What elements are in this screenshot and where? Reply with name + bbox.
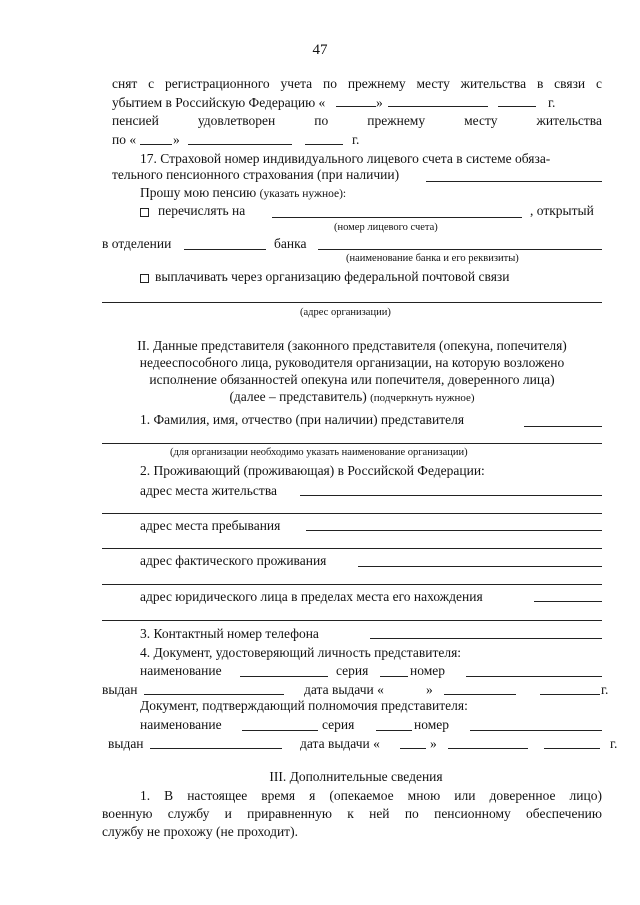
year-suffix: г. bbox=[548, 95, 556, 110]
removal-line-1: снят с регистрационного учета по прежнему месту жительства в связи с bbox=[112, 76, 602, 91]
bank-caption: (наименование банка и его реквизиты) bbox=[346, 253, 519, 264]
section-2-title-line-2: недееспособного лица, руководителя организации, на которую возложено bbox=[139, 355, 565, 370]
phone-field[interactable] bbox=[370, 638, 602, 639]
representative-name-field-a[interactable] bbox=[524, 426, 602, 427]
period-month-field[interactable] bbox=[188, 144, 292, 145]
id-issue-year-field[interactable] bbox=[540, 694, 600, 695]
departure-day-field[interactable] bbox=[336, 106, 376, 107]
section-3-line-2: военную службу и приравненную к ней по пенсионному обеспечению bbox=[102, 806, 602, 821]
id-issued-field[interactable] bbox=[144, 694, 284, 695]
transfer-checkbox[interactable] bbox=[140, 208, 149, 217]
account-number-caption: (номер лицевого счета) bbox=[334, 222, 438, 233]
residence-address-field-b[interactable] bbox=[102, 513, 602, 514]
auth-issue-year-field[interactable] bbox=[544, 748, 600, 749]
auth-issued-field[interactable] bbox=[150, 748, 282, 749]
id-issue-month-field[interactable] bbox=[444, 694, 516, 695]
residing-label: 2. Проживающий (проживающая) в Российской Федерации: bbox=[140, 463, 485, 478]
representative-name-label: 1. Фамилия, имя, отчество (при наличии) представителя bbox=[140, 412, 465, 427]
branch-label: в отделении bbox=[102, 236, 172, 251]
residence-address-field-a[interactable] bbox=[300, 495, 602, 496]
auth-issued-label: выдан bbox=[108, 736, 144, 751]
year-suffix: г. bbox=[610, 736, 618, 751]
departure-year-field[interactable] bbox=[498, 106, 536, 107]
auth-series-label: серия bbox=[322, 717, 355, 732]
quote-close: » bbox=[173, 132, 180, 147]
authority-document-label: Документ, подтверждающий полномочия представителя: bbox=[140, 698, 468, 713]
identity-document-label: 4. Документ, удостоверяющий личность представителя: bbox=[140, 645, 462, 660]
removal-line-2: убытием в Российскую Федерацию « bbox=[112, 95, 326, 110]
stay-address-label: адрес места пребывания bbox=[140, 518, 281, 533]
bank-label: банка bbox=[274, 236, 307, 251]
quote-close: » bbox=[430, 736, 437, 751]
residence-address-label: адрес места жительства bbox=[140, 483, 278, 498]
actual-address-field-b[interactable] bbox=[102, 584, 602, 585]
auth-name-field[interactable] bbox=[242, 730, 318, 731]
actual-address-field-a[interactable] bbox=[358, 566, 602, 567]
legal-address-field-a[interactable] bbox=[534, 601, 602, 602]
account-number-field[interactable] bbox=[272, 217, 522, 218]
id-issue-date-label: дата выдачи « bbox=[304, 682, 384, 697]
section-3-title: III. Дополнительные сведения bbox=[269, 769, 443, 784]
snils-field[interactable] bbox=[426, 181, 602, 182]
id-name-field[interactable] bbox=[240, 676, 328, 677]
auth-issue-day-field[interactable] bbox=[400, 748, 426, 749]
auth-name-label: наименование bbox=[140, 717, 222, 732]
organization-address-field[interactable] bbox=[102, 302, 602, 303]
period-year-field[interactable] bbox=[305, 144, 343, 145]
legal-address-field-b[interactable] bbox=[102, 620, 602, 621]
transfer-option-label: перечислять на bbox=[158, 203, 246, 218]
legal-address-label: адрес юридического лица в пределах места его нахождения bbox=[140, 589, 483, 604]
actual-address-label: адрес фактического проживания bbox=[140, 553, 327, 568]
auth-issue-month-field[interactable] bbox=[448, 748, 528, 749]
period-prefix: по « bbox=[112, 132, 137, 147]
auth-issue-date-label: дата выдачи « bbox=[300, 736, 380, 751]
stay-address-field-a[interactable] bbox=[306, 530, 602, 531]
page-number: 47 bbox=[312, 42, 328, 58]
id-number-label: номер bbox=[410, 663, 446, 678]
organization-address-caption: (адрес организации) bbox=[300, 307, 391, 318]
representative-name-field-b[interactable] bbox=[102, 443, 602, 444]
year-suffix: г. bbox=[352, 132, 360, 147]
snils-heading-line-1: 17. Страховой номер индивидуального лицевого счета в системе обяза- bbox=[140, 151, 551, 166]
quote-close: » bbox=[426, 682, 433, 697]
auth-number-field[interactable] bbox=[470, 730, 602, 731]
id-issued-label: выдан bbox=[102, 682, 138, 697]
section-3-line-1: 1. В настоящее время я (опекаемое мною или доверенное лицо) bbox=[140, 788, 602, 803]
id-name-label: наименование bbox=[140, 663, 222, 678]
id-series-field[interactable] bbox=[380, 676, 408, 677]
section-2-title-line-4: (далее – представитель) (подчеркнуть нужное) bbox=[229, 389, 475, 404]
opened-label: , открытый bbox=[530, 203, 594, 218]
section-2-title-line-1: II. Данные представителя (законного представителя (опекуна, попечителя) bbox=[137, 338, 567, 353]
stay-address-field-b[interactable] bbox=[102, 548, 602, 549]
departure-month-field[interactable] bbox=[388, 106, 488, 107]
auth-series-field[interactable] bbox=[376, 730, 412, 731]
quote-close: » bbox=[376, 95, 383, 110]
period-day-field[interactable] bbox=[140, 144, 172, 145]
year-suffix: г. bbox=[601, 682, 609, 697]
phone-label: 3. Контактный номер телефона bbox=[140, 626, 319, 641]
representative-name-caption: (для организации необходимо указать наименование организации) bbox=[170, 447, 468, 458]
section-2-title-line-3: исполнение обязанностей опекуна или попечителя, доверенного лица) bbox=[149, 372, 555, 387]
section-3-line-3: службу не прохожу (не проходит). bbox=[102, 824, 298, 839]
pension-satisfied-line: пенсией удовлетворен по прежнему месту жительства bbox=[112, 113, 602, 128]
auth-number-label: номер bbox=[414, 717, 450, 732]
id-number-field[interactable] bbox=[466, 676, 602, 677]
pension-request: Прошу мою пенсию (указать нужное): bbox=[140, 185, 347, 200]
postal-option-label: выплачивать через организацию федеральной почтовой связи bbox=[155, 269, 510, 284]
id-series-label: серия bbox=[336, 663, 369, 678]
branch-field[interactable] bbox=[184, 249, 266, 250]
snils-heading-line-2: тельного пенсионного страхования (при наличии) bbox=[112, 167, 400, 182]
bank-field[interactable] bbox=[318, 249, 602, 250]
postal-checkbox[interactable] bbox=[140, 274, 149, 283]
